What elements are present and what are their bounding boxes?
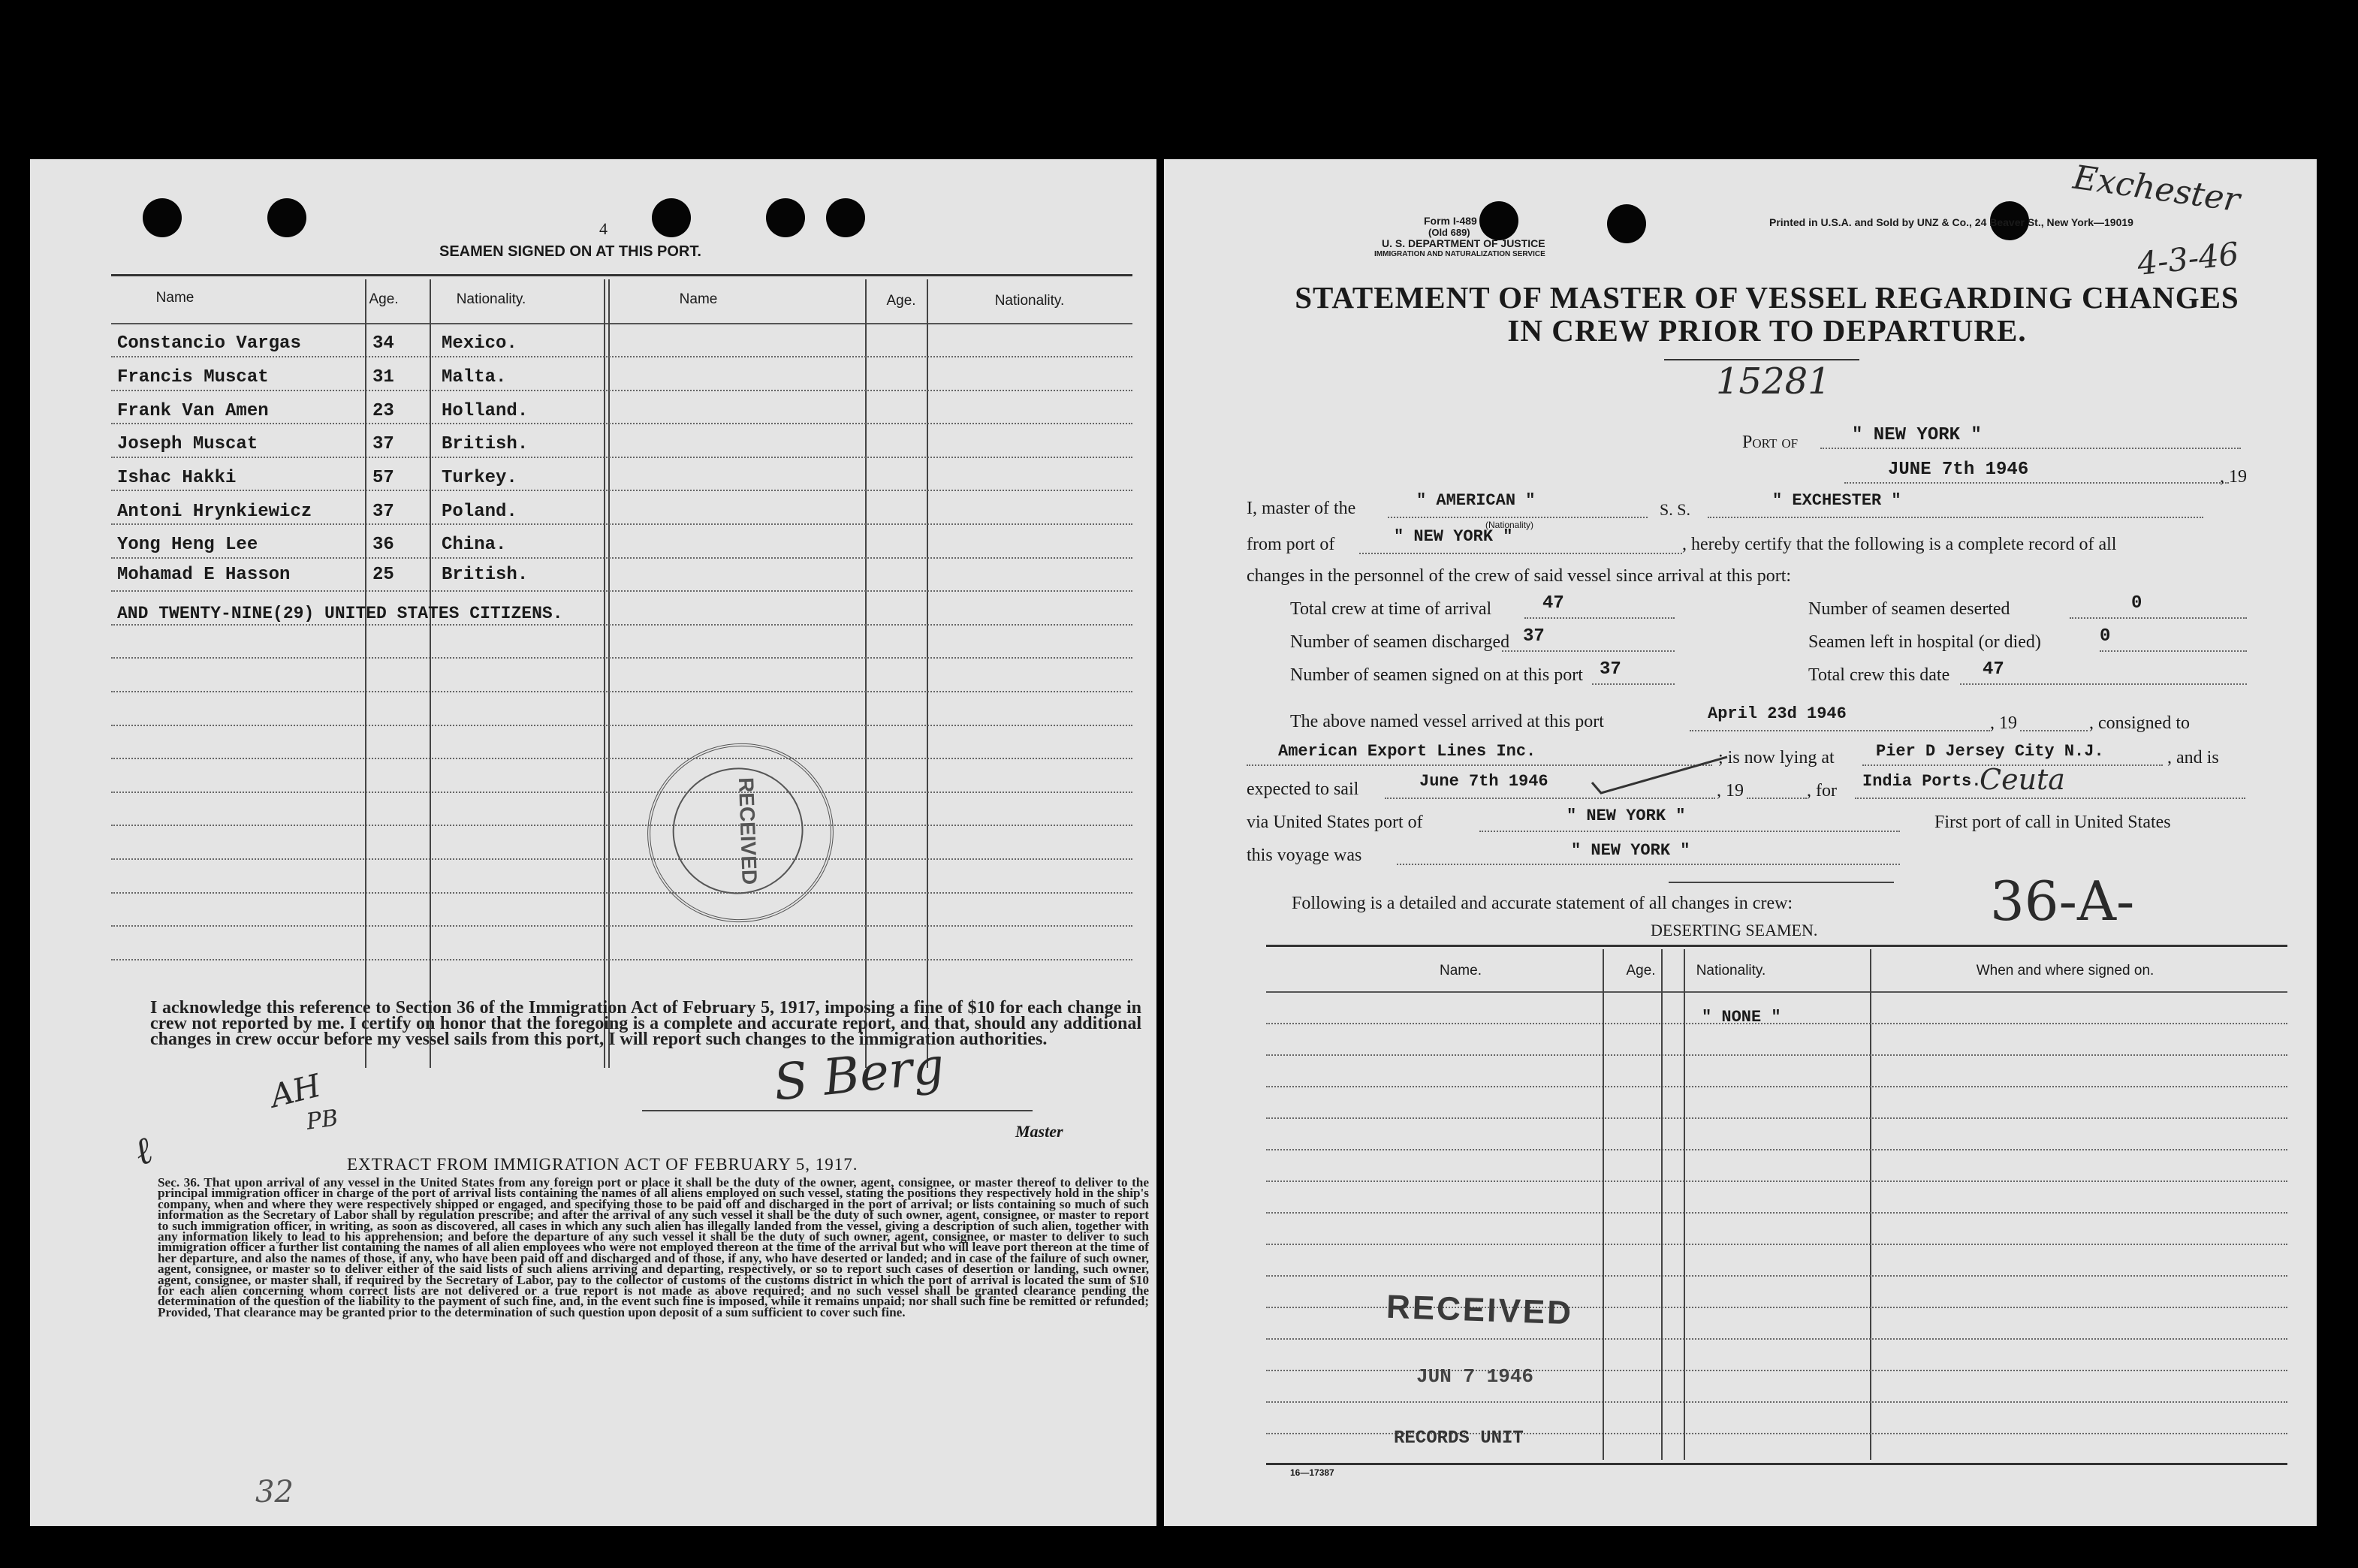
table-row-rule	[111, 490, 1132, 491]
desert-row-rule	[1266, 1212, 2287, 1214]
desert-col-divider	[1603, 949, 1604, 1460]
handwritten-vessel-name: Exchester	[2070, 158, 2242, 220]
col-header-nationality: Nationality.	[456, 291, 526, 307]
desert-col-nationality: Nationality.	[1696, 963, 1766, 978]
handwritten-date: 4-3-46	[2135, 235, 2241, 282]
col-divider	[430, 279, 431, 1068]
col-header-name-2: Name	[679, 291, 718, 307]
field-rule	[1820, 448, 2241, 449]
service-name: IMMIGRATION AND NATURALIZATION SERVICE	[1374, 250, 1545, 258]
crew-age: 37	[372, 502, 394, 522]
crew-name: Constancio Vargas	[117, 333, 301, 354]
for-label: , for	[1807, 781, 1837, 801]
signed-on-value: 37	[1600, 659, 1621, 680]
footer-code: 16—17387	[1290, 1467, 1334, 1478]
section-36a: 36-A-	[1990, 870, 2135, 933]
crew-name: Antoni Hrynkiewicz	[117, 502, 312, 522]
ss-label: S. S.	[1660, 500, 1690, 519]
arrived-value: April 23d 1946	[1708, 704, 1847, 723]
page-mark: 32	[255, 1475, 294, 1509]
and-is-text: , and is	[2167, 748, 2219, 767]
lying-label: ; is now lying at	[1718, 748, 1835, 767]
discharged-label: Number of seamen discharged	[1290, 632, 1510, 652]
col-header-nationality-2: Nationality.	[994, 293, 1065, 309]
table-row-rule	[111, 925, 1132, 927]
check-mark	[1585, 752, 1735, 798]
table-row-rule	[111, 557, 1132, 559]
table-row-rule	[111, 523, 1132, 525]
master-prefix: I, master of the	[1247, 499, 1356, 518]
voyage-label: this voyage was	[1247, 846, 1362, 865]
deserted-label: Number of seamen deserted	[1808, 599, 2010, 619]
table-row-rule	[111, 792, 1132, 793]
signed-on-label: Number of seamen signed on at this port	[1290, 665, 1583, 685]
field-rule	[1708, 517, 2203, 518]
crew-age: 36	[372, 535, 394, 555]
via-label: via United States port of	[1247, 813, 1423, 832]
punch-hole	[143, 198, 182, 237]
form-old-number: (Old 689)	[1428, 227, 1470, 238]
col-divider	[865, 279, 867, 1068]
handwritten-initials: AH	[267, 1066, 324, 1115]
field-rule	[1592, 683, 1675, 685]
field-rule	[1690, 730, 1990, 731]
table-row-rule	[111, 624, 1132, 626]
stamp-received-text: RECEIVED	[734, 776, 761, 885]
total-today-label: Total crew this date	[1808, 665, 1950, 685]
desert-row-rule	[1266, 1149, 2287, 1150]
desert-col-divider	[1684, 949, 1685, 1460]
crew-nationality: British.	[442, 565, 529, 585]
voyage-value: " NEW YORK "	[1571, 841, 1690, 860]
extract-text: Sec. 36. That upon arrival of any vessel in the United States from any foreign port or place it shall be the duty of the owner, agent, consignee, or master thereof to deliver to the principal immigration officer in charge of the port of arrival lists containing the names of all aliens employed on such vessel, stating the positions they respectively hold in the ship's company, when and where they were respectively shipped or engaged, and specifying those to be paid off and discharged in the port of arrival; or lists containing so much of such information as the Secretary of Labor shall by regulation prescribe; and after the arrival of any such vessel it shall be the duty of such owner, agent, consignee, or master to report to such immigration officer, in writing, as soon as discovered, all cases in which any such alien has illegally landed from the vessel, giving a description of such alien, together with any information likely to lead to his apprehension; and before the departure of any such vessel it shall be the duty of such owner, agent, consignee, or master to deliver to such immigration officer a further list containing the names of all alien employees who were not employed thereon at the time of the arrival but who will leave port thereon at the time of her departure, and also the names of those, if any, who have been paid off and discharged and of those, if any, who have deserted or landed; and in case of the failure of such owner, agent, consignee, or master so to deliver either of the said lists of such aliens arriving and departing, respectively, or so to report such cases of desertion or landing, such owner, agent, consignee, or master shall, if required by the Secretary of Labor, pay to the collector of customs of the customs district in which the port of arrival is located the sum of $10 for each alien concerning whom correct lists are not delivered or a true report is not made as above required; and no such vessel shall be granted clearance pending the determination of the question of the liability to the payment of such fine, and, in the event such fine is imposed, while it remains unpaid; nor shall such fine be remitted or refunded; Provided, That clearance may be granted prior to the determination of such question upon deposit of a sum sufficient to cover such fine.	[158, 1175, 1149, 1319]
desert-row-rule	[1266, 1181, 2287, 1182]
expected-label: expected to sail	[1247, 779, 1359, 799]
discharged-value: 37	[1523, 626, 1545, 647]
crew-age: 37	[372, 434, 394, 454]
total-arrival-value: 47	[1542, 593, 1564, 614]
col-divider	[604, 279, 605, 1068]
field-rule	[2020, 730, 2088, 731]
table-row-rule	[111, 691, 1132, 692]
form-number: Form I-489	[1424, 215, 1477, 227]
consigned-label: , consigned to	[2089, 713, 2190, 733]
for-value: India Ports.	[1862, 772, 1982, 791]
master-signature: S Berg	[770, 1036, 947, 1112]
received-stamp-date: JUN 7 1946	[1416, 1365, 1534, 1388]
table-row-rule	[111, 457, 1132, 458]
table-row-rule	[111, 657, 1132, 659]
col-divider	[927, 279, 928, 1068]
date-suffix: , 19	[2220, 467, 2247, 487]
field-rule	[1502, 650, 1675, 652]
field-rule	[1397, 864, 1900, 865]
desert-row-rule	[1266, 1244, 2287, 1245]
from-port-value: " NEW YORK "	[1394, 527, 1513, 546]
table-row-rule	[111, 858, 1132, 860]
extract-title: EXTRACT FROM IMMIGRATION ACT OF FEBRUARY 5, 1917.	[347, 1155, 858, 1174]
desert-col-divider	[1870, 949, 1871, 1460]
field-rule	[1855, 798, 2245, 799]
signature-line	[642, 1110, 1033, 1111]
certify-text: , hereby certify that the following is a complete record of all	[1682, 535, 2117, 554]
field-rule	[1385, 798, 1715, 799]
lying-value: Pier D Jersey City N.J.	[1876, 742, 2104, 761]
expected-suffix: , 19	[1717, 781, 1744, 801]
deserted-value: 0	[2131, 593, 2142, 614]
table-row-rule	[111, 356, 1132, 357]
desert-col-age: Age.	[1626, 963, 1656, 978]
desert-col-name: Name.	[1440, 963, 1482, 978]
from-port-label: from port of	[1247, 535, 1335, 554]
col-header-age: Age.	[369, 291, 399, 307]
port-value: " NEW YORK "	[1852, 425, 1982, 445]
field-rule	[1388, 517, 1648, 518]
crew-name: Yong Heng Lee	[117, 535, 258, 555]
page-number: 4	[599, 219, 608, 238]
table-row-rule	[111, 725, 1132, 726]
deserting-title: DESERTING SEAMEN.	[1651, 921, 1818, 939]
desert-header-rule	[1266, 991, 2287, 993]
consigned-suffix: , 19	[1990, 713, 2017, 733]
table-row-rule	[111, 590, 1132, 592]
nationality-caption: (Nationality)	[1485, 520, 1534, 530]
first-port-label: First port of call in United States	[1934, 813, 2171, 832]
desert-row-rule	[1266, 1054, 2287, 1056]
punch-hole	[1607, 204, 1646, 243]
desert-row-rule	[1266, 1117, 2287, 1119]
total-arrival-label: Total crew at time of arrival	[1290, 599, 1492, 619]
punch-hole	[652, 198, 691, 237]
table-row-rule	[111, 825, 1132, 826]
crew-name: Ishac Hakki	[117, 468, 237, 488]
nationality-value: " AMERICAN "	[1416, 491, 1536, 510]
table-row-rule	[111, 758, 1132, 759]
handwritten-initials-2: PB	[304, 1105, 340, 1135]
punch-hole	[267, 198, 306, 237]
crew-age: 57	[372, 468, 394, 488]
consignee-value: American Export Lines Inc.	[1278, 742, 1536, 761]
handwritten-mark: ℓ	[128, 1128, 158, 1174]
punch-hole	[1479, 201, 1518, 240]
arrived-label: The above named vessel arrived at this port	[1290, 712, 1604, 731]
table-row-rule	[111, 892, 1132, 894]
field-rule	[1960, 683, 2247, 685]
field-rule	[2100, 650, 2247, 652]
right-page	[1164, 159, 2317, 1526]
field-rule	[1479, 831, 1900, 832]
changes-text: changes in the personnel of the crew of said vessel since arrival at this port:	[1247, 566, 1792, 586]
desert-table-top	[1266, 945, 2287, 947]
crew-name: Frank Van Amen	[117, 401, 269, 421]
ss-value: " EXCHESTER "	[1772, 491, 1901, 510]
crew-name: Joseph Muscat	[117, 434, 258, 454]
via-value: " NEW YORK "	[1566, 807, 1686, 825]
desert-none-value: " NONE "	[1702, 1008, 1781, 1027]
crew-nationality: China.	[442, 535, 507, 555]
master-label: Master	[1015, 1122, 1063, 1141]
col-divider	[608, 279, 610, 1068]
crew-age: 23	[372, 401, 394, 421]
crew-nationality: Malta.	[442, 367, 507, 387]
desert-table-bottom	[1266, 1463, 2287, 1465]
crew-age: 34	[372, 333, 394, 354]
crew-age: 31	[372, 367, 394, 387]
crew-nationality: British.	[442, 434, 529, 454]
field-rule	[1359, 553, 1682, 554]
desert-row-rule	[1266, 1401, 2287, 1403]
citizens-summary-row: AND TWENTY-NINE(29) UNITED STATES CITIZENS.	[117, 604, 563, 623]
crew-name: Mohamad E Hasson	[117, 565, 291, 585]
following-label: Following is a detailed and accurate statement of all changes in crew:	[1292, 894, 1793, 913]
desert-row-rule	[1266, 1086, 2287, 1087]
port-label: Port of	[1742, 433, 1799, 452]
table-row-rule	[111, 423, 1132, 424]
crew-nationality: Turkey.	[442, 468, 517, 488]
desert-row-rule	[1266, 1275, 2287, 1277]
form-title-line-2: IN CREW PRIOR TO DEPARTURE.	[1507, 313, 2027, 348]
form-title-line-1: STATEMENT OF MASTER OF VESSEL REGARDING CHANGES	[1295, 280, 2239, 315]
header-rule	[111, 323, 1132, 324]
table-row-rule	[111, 390, 1132, 391]
table-top-rule	[111, 274, 1132, 276]
department-name: U. S. DEPARTMENT OF JUSTICE	[1382, 237, 1545, 249]
seamen-signed-title: SEAMEN SIGNED ON AT THIS PORT.	[439, 243, 701, 260]
total-today-value: 47	[1983, 659, 2004, 680]
acknowledgement-text: I acknowledge this reference to Section 36 of the Immigration Act of February 5, 1917, imposing a fine of $10 for each change in crew not reported by me. I certify on honor that the foregoing is a complete and accurate report, and that, should any additional changes in crew occur before my vessel sails from this port, I will report such changes to the immigration authorities.	[150, 998, 1141, 1049]
left-page	[30, 159, 1156, 1526]
punch-hole	[766, 198, 805, 237]
received-stamp-office: RECORDS UNIT	[1394, 1428, 1524, 1449]
col-divider	[365, 279, 366, 1068]
punch-hole	[826, 198, 865, 237]
crew-nationality: Poland.	[442, 502, 517, 522]
desert-row-rule	[1266, 1338, 2287, 1340]
field-rule	[1844, 482, 2229, 484]
crew-nationality: Holland.	[442, 401, 529, 421]
col-header-name: Name	[155, 290, 194, 306]
printer-note: Printed in U.S.A. and Sold by UNZ & Co., 24 Beaver St., New York—19019	[1769, 216, 2133, 228]
for-handwritten: Ceuta	[1980, 763, 2065, 796]
date-value: JUNE 7th 1946	[1888, 460, 2029, 480]
hospital-value: 0	[2100, 626, 2111, 647]
received-stamp	[636, 731, 846, 934]
field-rule	[2070, 617, 2247, 619]
expected-value: June 7th 1946	[1419, 772, 1548, 791]
crew-nationality: Mexico.	[442, 333, 517, 354]
col-header-age-2: Age.	[886, 293, 916, 309]
desert-col-divider	[1661, 949, 1663, 1460]
field-rule	[1524, 617, 1675, 619]
file-number: 15281	[1716, 360, 1831, 403]
crew-age: 25	[372, 565, 394, 585]
received-stamp-text: RECEIVED	[1386, 1288, 1574, 1332]
short-rule	[1669, 882, 1894, 883]
field-rule	[1747, 798, 1807, 799]
hospital-label: Seamen left in hospital (or died)	[1808, 632, 2041, 652]
desert-col-when-where: When and where signed on.	[1976, 963, 2154, 978]
table-row-rule	[111, 959, 1132, 960]
crew-name: Francis Muscat	[117, 367, 269, 387]
